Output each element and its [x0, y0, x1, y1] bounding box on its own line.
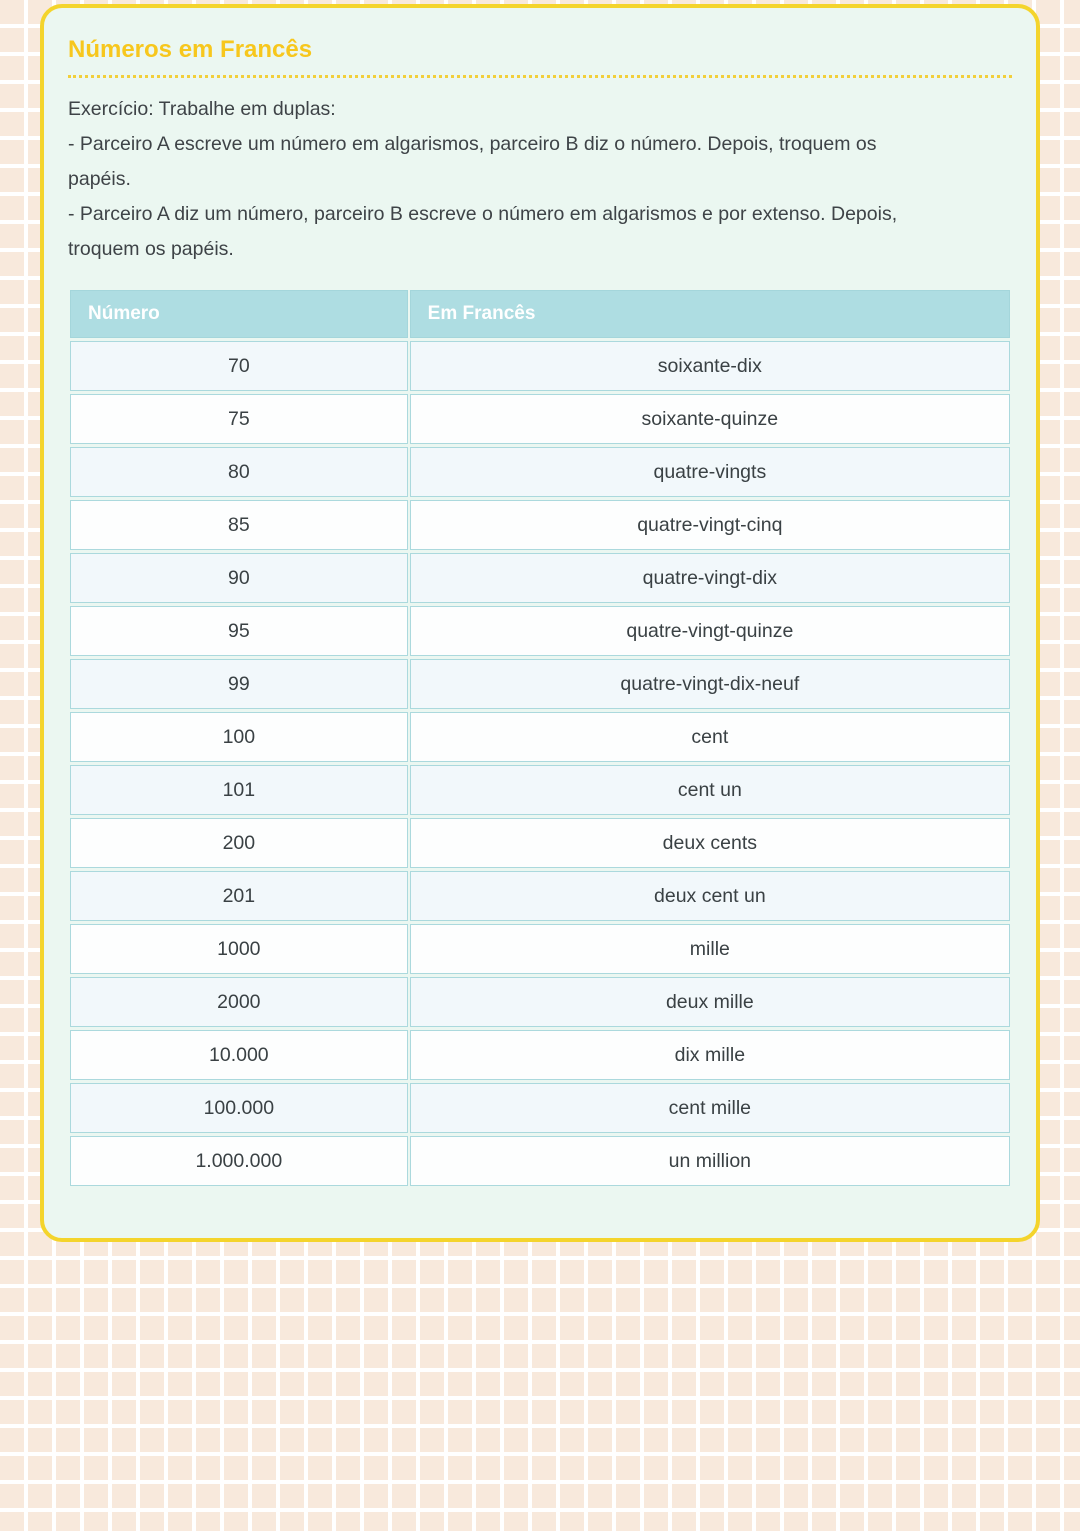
frances-cell: deux cents	[410, 818, 1010, 868]
numero-cell: 101	[70, 765, 408, 815]
frances-cell: soixante-dix	[410, 341, 1010, 391]
frances-cell: deux cent un	[410, 871, 1010, 921]
numero-cell: 100.000	[70, 1083, 408, 1133]
content-card	[40, 4, 1040, 1242]
frances-cell: cent un	[410, 765, 1010, 815]
numero-cell: 95	[70, 606, 408, 656]
column-header-em-frances: Em Francês	[410, 290, 1010, 338]
column-header-numero: Número	[70, 290, 408, 338]
table-row	[70, 712, 1010, 762]
table-row	[70, 341, 1010, 391]
frances-cell: quatre-vingt-cinq	[410, 500, 1010, 550]
table-row	[70, 500, 1010, 550]
numero-cell: 2000	[70, 977, 408, 1027]
table-row	[70, 447, 1010, 497]
numero-cell: 200	[70, 818, 408, 868]
numero-cell: 201	[70, 871, 408, 921]
instruction-line: - Parceiro A diz um número, parceiro B escreve o número em algarismos e por extenso. Depois,	[68, 203, 898, 225]
instruction-line: Exercício: Trabalhe em duplas:	[68, 98, 336, 120]
numero-cell: 80	[70, 447, 408, 497]
instruction-line: troquem os papéis.	[68, 238, 234, 260]
table-row	[70, 871, 1010, 921]
table-row	[70, 818, 1010, 868]
table-body	[70, 341, 1010, 1186]
frances-cell: cent	[410, 712, 1010, 762]
frances-cell: un million	[410, 1136, 1010, 1186]
frances-cell: cent mille	[410, 1083, 1010, 1133]
frances-cell: quatre-vingt-dix	[410, 553, 1010, 603]
frances-cell: dix mille	[410, 1030, 1010, 1080]
header-row	[70, 290, 1010, 338]
instruction-line: - Parceiro A escreve um número em algarismos, parceiro B diz o número. Depois, troquem os	[68, 133, 877, 155]
numero-cell: 1000	[70, 924, 408, 974]
numero-cell: 70	[70, 341, 408, 391]
table-row	[70, 394, 1010, 444]
frances-cell: mille	[410, 924, 1010, 974]
table-row	[70, 765, 1010, 815]
numero-cell: 1.000.000	[70, 1136, 408, 1186]
table-row	[70, 1083, 1010, 1133]
frances-cell: deux mille	[410, 977, 1010, 1027]
numero-cell: 75	[70, 394, 408, 444]
frances-cell: quatre-vingt-dix-neuf	[410, 659, 1010, 709]
table-row	[70, 1030, 1010, 1080]
table-row	[70, 606, 1010, 656]
frances-cell: quatre-vingts	[410, 447, 1010, 497]
table-row	[70, 924, 1010, 974]
numero-cell: 85	[70, 500, 408, 550]
numero-cell: 100	[70, 712, 408, 762]
instruction-line: papéis.	[68, 168, 131, 190]
exercise-instructions	[68, 92, 1012, 267]
page-title: Números em Francês	[68, 34, 1012, 78]
frances-cell: soixante-quinze	[410, 394, 1010, 444]
numero-cell: 99	[70, 659, 408, 709]
table-row	[70, 977, 1010, 1027]
table-row	[70, 659, 1010, 709]
frances-cell: quatre-vingt-quinze	[410, 606, 1010, 656]
numero-cell: 10.000	[70, 1030, 408, 1080]
table-row	[70, 553, 1010, 603]
french-numbers-table	[68, 287, 1012, 1189]
table-head	[70, 290, 1010, 338]
table-row	[70, 1136, 1010, 1186]
numero-cell: 90	[70, 553, 408, 603]
